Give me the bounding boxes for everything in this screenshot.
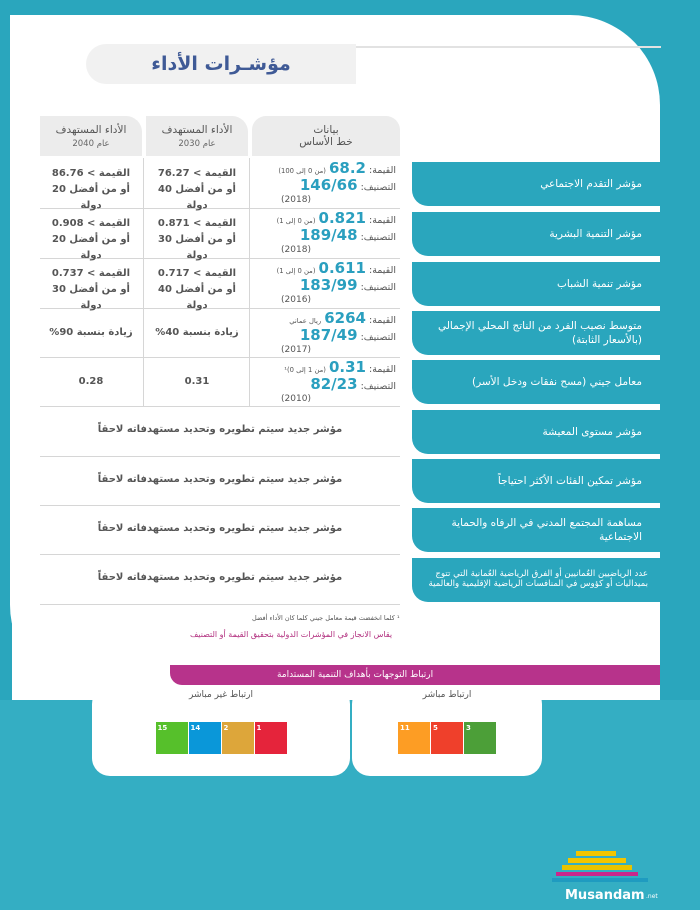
header-baseline: [252, 116, 400, 156]
row-divider: [40, 505, 400, 506]
footnote: ¹ كلما انخفضت قيمة معامل جيني كلما كان الأداء أفضل: [252, 614, 400, 622]
value-unit-note: ريال عماني: [289, 317, 322, 325]
sdg-goal-1-icon: 1: [255, 722, 287, 754]
new-indicator-note: مؤشر جديد سيتم تطويره وتحديد مستهدفاته لاحقاً: [97, 523, 343, 534]
sdg-goal-15-icon: 15: [156, 722, 188, 754]
header-2040-line2: عام 2040: [72, 139, 110, 149]
indicator-gini: [412, 360, 660, 404]
sdg-goal-5-icon: 5: [431, 722, 463, 754]
target-value: 0.31: [184, 376, 210, 387]
baseline-rank: 183/99: [299, 276, 358, 295]
target-2030-cell: [146, 266, 248, 314]
baseline-value: 0.31: [328, 358, 366, 376]
rank-label: التصنيف:: [360, 332, 396, 344]
baseline-cell: [252, 160, 400, 206]
indicator-living-standard: [412, 410, 660, 454]
indirect-link-panel: [92, 686, 350, 776]
new-indicator-note: مؤشر جديد سيتم تطويره وتحديد مستهدفاته لاحقاً: [97, 474, 343, 485]
indicator-youth-development: [412, 262, 660, 306]
new-indicator-note: مؤشر جديد سيتم تطويره وتحديد مستهدفاته لاحقاً: [97, 424, 343, 435]
baseline-year: (2018): [281, 244, 311, 255]
value-label: القيمة:: [369, 364, 396, 375]
header-target-2040: [40, 116, 142, 156]
sdg-goal-3-icon: 3: [464, 722, 496, 754]
target-value: القيمة > 86.76: [51, 168, 131, 179]
page-title: مؤشـرات الأداء: [86, 44, 356, 84]
direct-goals: [352, 722, 542, 754]
baseline-year: (2017): [281, 344, 311, 355]
target-2030-cell: [146, 374, 248, 390]
baseline-value: 0.611: [318, 259, 366, 277]
header-2030-line2: عام 2030: [178, 139, 216, 149]
rank-label: التصنيف:: [360, 282, 396, 294]
indicator-label: مؤشر تنمية الشباب: [556, 277, 642, 290]
value-scale-note: (من 0 إلى 1): [276, 267, 316, 275]
target-value: زيادة بنسبة 90%: [49, 327, 133, 338]
target-2030-cell: [146, 216, 248, 264]
indicator-athletes: [412, 558, 660, 602]
indicator-label: معامل جيني (مسح نفقات ودخل الأسر): [471, 375, 642, 388]
target-value: 0.28: [78, 376, 104, 387]
row-divider: [40, 604, 400, 605]
logo-suffix: .net: [646, 893, 658, 900]
target-rank: أو من أفضل 30 دولة: [52, 284, 130, 311]
header-2030-line1: الأداء المستهدف: [161, 124, 233, 136]
baseline-rank: 189/48: [299, 226, 358, 245]
baseline-year: (2016): [281, 294, 311, 305]
indicator-label: مؤشر التقدم الاجتماعي: [540, 177, 642, 190]
target-2030-cell: [146, 166, 248, 214]
indirect-goals: [92, 722, 350, 754]
indicator-empowerment: [412, 459, 660, 503]
indicator-social-progress: [412, 162, 660, 206]
header-baseline-line1: بيانات: [313, 124, 339, 136]
baseline-cell: [252, 210, 400, 256]
target-rank: أو من أفضل 40 دولة: [158, 184, 236, 211]
sdg-title: ارتباط التوجهات بأهداف التنمية المستدامة: [276, 670, 434, 680]
target-2040-cell: [40, 266, 142, 314]
baseline-cell: [252, 260, 400, 306]
target-2040-cell: [40, 325, 142, 341]
header-2040-line1: الأداء المستهدف: [55, 124, 127, 136]
target-value: القيمة > 0.717: [157, 268, 237, 279]
value-scale-note: (من 0 إلى 1): [276, 217, 316, 225]
baseline-rank: 82/23: [310, 375, 358, 394]
baseline-rank: 146/66: [299, 176, 358, 195]
sdg-goal-14-icon: 14: [189, 722, 221, 754]
target-value: القيمة > 0.871: [157, 218, 237, 229]
indicator-human-development: [412, 212, 660, 256]
indicator-label: مؤشر تمكين الفئات الأكثر احتياجاً: [497, 474, 642, 487]
baseline-value: 6264: [324, 309, 366, 327]
measurement-note: يقاس الانجاز في المؤشرات الدولية بتحقيق القيمة أو التصنيف: [190, 630, 393, 639]
value-scale-note: (من 1 إلى 0)¹: [284, 366, 326, 374]
target-rank: أو من أفضل 20 دولة: [52, 234, 130, 261]
value-label: القيمة:: [369, 315, 396, 326]
header-baseline-line2: خط الأساس: [299, 136, 353, 148]
indicator-label: عدد الرياضيين العُمانيين أو الفرق الرياضية العُمانية التي تتوج بميداليات أو كؤوس في المنافسات الرياضية الإقليمية والعالمية: [428, 569, 648, 589]
value-scale-note: (من 0 إلى 100): [278, 167, 326, 175]
sdg-goal-11-icon: 11: [398, 722, 430, 754]
direct-link-panel: [352, 686, 542, 776]
value-label: القيمة:: [369, 265, 396, 276]
target-value: زيادة بنسبة 40%: [155, 327, 239, 338]
new-indicator-note: مؤشر جديد سيتم تطويره وتحديد مستهدفاته لاحقاً: [97, 572, 343, 583]
column-divider: [249, 158, 250, 406]
header-target-2030: [146, 116, 248, 156]
logo-wordmark: Musandam: [565, 888, 645, 903]
rank-label: التصنيف:: [360, 381, 396, 393]
target-rank: أو من أفضل 40 دولة: [158, 284, 236, 311]
rank-label: التصنيف:: [360, 232, 396, 244]
baseline-cell: [252, 310, 400, 356]
baseline-value: 0.821: [318, 209, 366, 227]
sdg-goal-2-icon: 2: [222, 722, 254, 754]
row-divider: [40, 406, 400, 407]
indicator-label: متوسط نصيب الفرد من الناتج المحلي الإجمالي (بالأسعار الثابتة): [437, 319, 642, 346]
target-value: القيمة > 76.27: [157, 168, 237, 179]
row-divider: [40, 456, 400, 457]
indicator-civil-society: [412, 508, 660, 552]
indicator-label: مساهمة المجتمع المدني في الرفاه والحماية الاجتماعية: [451, 516, 642, 543]
indicator-label: مؤشر مستوى المعيشة: [542, 425, 642, 438]
musandam-logo: [548, 845, 668, 890]
baseline-rank: 187/49: [299, 326, 358, 345]
target-2040-cell: [40, 216, 142, 264]
baseline-value: 68.2: [328, 159, 366, 177]
baseline-cell: [252, 359, 400, 405]
target-rank: أو من أفضل 20 دولة: [52, 184, 130, 211]
target-2040-cell: [40, 374, 142, 390]
value-label: القيمة:: [369, 215, 396, 226]
target-rank: أو من أفضل 30 دولة: [158, 234, 236, 261]
baseline-year: (2018): [281, 194, 311, 205]
value-label: القيمة:: [369, 165, 396, 176]
indicator-gdp-per-capita: [412, 311, 660, 355]
target-value: القيمة > 0.908: [51, 218, 131, 229]
title-rule: [356, 46, 661, 48]
row-divider: [40, 554, 400, 555]
baseline-year: (2010): [281, 393, 311, 404]
indirect-link-label: ارتباط غير مباشر: [188, 690, 254, 700]
target-2040-cell: [40, 166, 142, 214]
target-2030-cell: [146, 325, 248, 341]
column-divider: [143, 158, 144, 406]
rank-label: التصنيف:: [360, 182, 396, 194]
target-value: القيمة > 0.737: [51, 268, 131, 279]
indicator-label: مؤشر التنمية البشرية: [549, 227, 642, 240]
direct-link-label: ارتباط مباشر: [422, 690, 472, 700]
